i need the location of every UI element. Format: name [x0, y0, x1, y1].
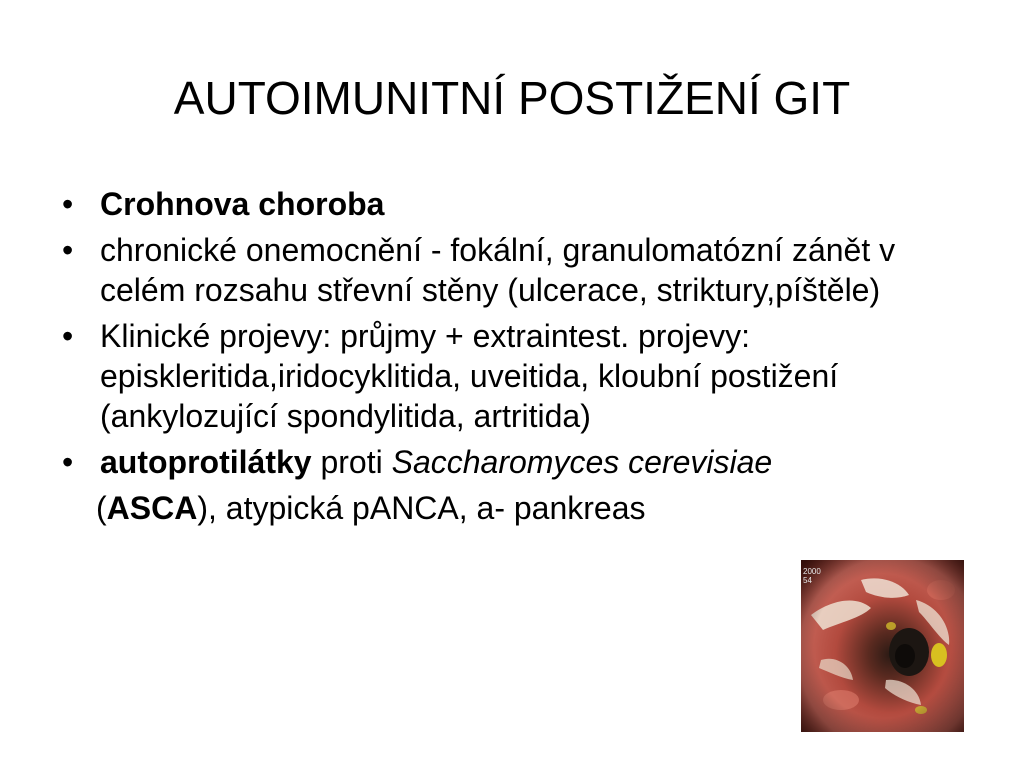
- bullet-dot: •: [62, 318, 74, 354]
- bullet-item-antibodies: [60, 442, 980, 482]
- bullet-text: chronické onemocnění - fokální, granulomatózní zánět v celém rozsahu střevní stěny (ulcerace, striktury,píštěle): [100, 232, 896, 308]
- slide-title: AUTOIMUNITNÍ POSTIŽENÍ GIT: [173, 72, 851, 124]
- bullet-item-crohn: [60, 184, 980, 224]
- bullet-text: Klinické projevy: průjmy + extraintest. projevy: episkleritida,iridocyklitida, uveitida, kloubní postižení (ankylozující spondylitida, artritida): [100, 318, 839, 434]
- overlay-number: 54: [803, 576, 812, 585]
- antibodies-connector: proti: [311, 444, 392, 480]
- overlay-year: 2000: [803, 567, 821, 576]
- bullet-item-symptoms: [60, 316, 980, 436]
- endoscopy-image: [801, 560, 964, 732]
- endoscopy-illustration: [801, 560, 964, 732]
- slide-content: [60, 184, 980, 528]
- bullet-list: [60, 184, 980, 482]
- bullet-dot: •: [62, 444, 74, 480]
- antibodies-continuation: [60, 488, 980, 528]
- bullet-dot: •: [62, 186, 74, 222]
- bullet-dot: •: [62, 232, 74, 268]
- antibodies-label: autoprotilátky: [100, 444, 312, 480]
- open-paren: (: [96, 490, 107, 526]
- vignette: [801, 560, 964, 732]
- bullet-heading: Crohnova choroba: [100, 186, 385, 222]
- bullet-item-definition: [60, 230, 980, 310]
- species-name: Saccharomyces cerevisiae: [391, 444, 773, 480]
- continuation-text: ), atypická pANCA, a- pankreas: [197, 490, 646, 526]
- asca-label: ASCA: [106, 490, 198, 526]
